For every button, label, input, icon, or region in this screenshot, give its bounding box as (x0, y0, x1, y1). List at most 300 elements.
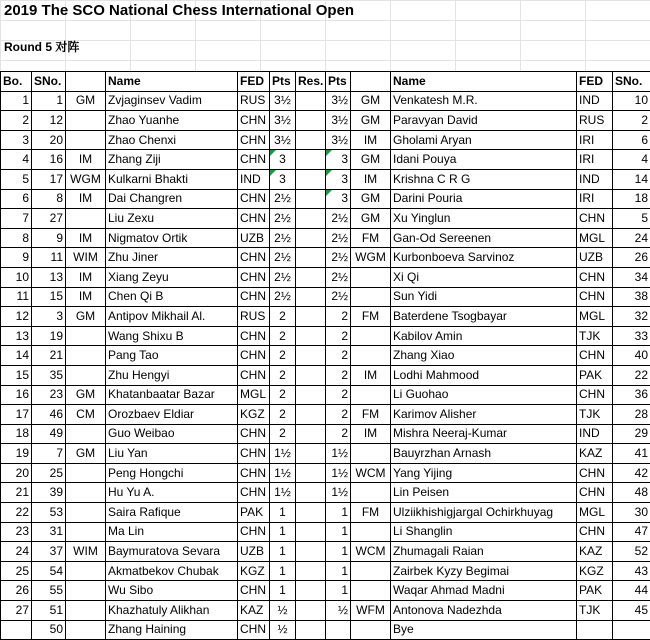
white-points-cell[interactable] (270, 209, 296, 229)
white-fed-cell[interactable] (238, 522, 270, 542)
black-fed-cell[interactable] (577, 620, 613, 640)
black-fed-cell[interactable] (577, 424, 613, 444)
black-fed-cell[interactable] (577, 601, 613, 621)
black-name-cell[interactable] (391, 307, 577, 327)
black-sno-cell[interactable] (613, 248, 650, 268)
result-cell[interactable] (296, 130, 326, 150)
black-sno-cell[interactable] (613, 601, 650, 621)
black-sno-cell[interactable] (613, 267, 650, 287)
black-name-cell[interactable] (391, 169, 577, 189)
board-number-cell[interactable] (1, 189, 32, 209)
white-sno-cell[interactable] (32, 483, 66, 503)
black-points-cell[interactable] (326, 111, 351, 131)
black-title-cell[interactable] (351, 601, 391, 621)
white-name-cell[interactable] (106, 267, 238, 287)
white-title-cell[interactable] (66, 287, 106, 307)
black-title-cell[interactable] (351, 463, 391, 483)
white-sno-cell[interactable] (32, 542, 66, 562)
white-points-cell[interactable] (270, 444, 296, 464)
black-points-cell[interactable] (326, 169, 351, 189)
white-sno-cell[interactable] (32, 365, 66, 385)
board-number-cell[interactable] (1, 444, 32, 464)
result-cell[interactable] (296, 483, 326, 503)
black-points-cell[interactable] (326, 542, 351, 562)
black-fed-cell[interactable] (577, 405, 613, 425)
black-points-cell[interactable] (326, 424, 351, 444)
white-fed-cell[interactable] (238, 267, 270, 287)
result-cell[interactable] (296, 307, 326, 327)
black-title-cell[interactable] (351, 444, 391, 464)
black-sno-cell[interactable] (613, 150, 650, 170)
result-cell[interactable] (296, 169, 326, 189)
white-title-cell[interactable] (66, 91, 106, 111)
black-name-cell[interactable] (391, 189, 577, 209)
black-sno-cell[interactable] (613, 620, 650, 640)
white-sno-cell[interactable] (32, 130, 66, 150)
white-fed-cell[interactable] (238, 444, 270, 464)
white-title-cell[interactable] (66, 267, 106, 287)
white-title-cell[interactable] (66, 326, 106, 346)
result-cell[interactable] (296, 189, 326, 209)
white-fed-cell[interactable] (238, 307, 270, 327)
white-fed-cell[interactable] (238, 228, 270, 248)
white-name-cell[interactable] (106, 91, 238, 111)
white-sno-cell[interactable] (32, 228, 66, 248)
black-sno-cell[interactable] (613, 346, 650, 366)
white-points-cell[interactable] (270, 91, 296, 111)
white-points-cell[interactable] (270, 307, 296, 327)
black-points-cell[interactable] (326, 248, 351, 268)
black-points-cell[interactable] (326, 620, 351, 640)
board-number-cell[interactable] (1, 267, 32, 287)
black-title-cell[interactable] (351, 503, 391, 523)
black-fed-cell[interactable] (577, 307, 613, 327)
white-name-cell[interactable] (106, 444, 238, 464)
black-name-cell[interactable] (391, 326, 577, 346)
black-fed-cell[interactable] (577, 385, 613, 405)
white-sno-cell[interactable] (32, 248, 66, 268)
black-title-cell[interactable] (351, 522, 391, 542)
black-title-cell[interactable] (351, 405, 391, 425)
white-points-cell[interactable] (270, 581, 296, 601)
black-title-cell[interactable] (351, 620, 391, 640)
black-title-cell[interactable] (351, 385, 391, 405)
white-title-cell[interactable] (66, 444, 106, 464)
black-name-cell[interactable] (391, 581, 577, 601)
white-fed-cell[interactable] (238, 189, 270, 209)
black-sno-cell[interactable] (613, 326, 650, 346)
white-points-cell[interactable] (270, 130, 296, 150)
black-sno-cell[interactable] (613, 189, 650, 209)
black-title-cell[interactable] (351, 267, 391, 287)
white-name-cell[interactable] (106, 346, 238, 366)
white-points-cell[interactable] (270, 150, 296, 170)
black-sno-cell[interactable] (613, 385, 650, 405)
white-title-cell[interactable] (66, 620, 106, 640)
white-sno-cell[interactable] (32, 150, 66, 170)
result-cell[interactable] (296, 150, 326, 170)
white-name-cell[interactable] (106, 503, 238, 523)
white-name-cell[interactable] (106, 111, 238, 131)
white-title-cell[interactable] (66, 503, 106, 523)
white-sno-cell[interactable] (32, 326, 66, 346)
white-fed-cell[interactable] (238, 130, 270, 150)
black-name-cell[interactable] (391, 346, 577, 366)
result-cell[interactable] (296, 111, 326, 131)
white-fed-cell[interactable] (238, 209, 270, 229)
white-fed-cell[interactable] (238, 287, 270, 307)
black-fed-cell[interactable] (577, 561, 613, 581)
white-points-cell[interactable] (270, 620, 296, 640)
black-sno-cell[interactable] (613, 483, 650, 503)
white-name-cell[interactable] (106, 601, 238, 621)
white-name-cell[interactable] (106, 228, 238, 248)
black-points-cell[interactable] (326, 130, 351, 150)
white-points-cell[interactable] (270, 424, 296, 444)
black-points-cell[interactable] (326, 287, 351, 307)
black-title-cell[interactable] (351, 561, 391, 581)
result-cell[interactable] (296, 620, 326, 640)
white-name-cell[interactable] (106, 483, 238, 503)
black-name-cell[interactable] (391, 228, 577, 248)
black-fed-cell[interactable] (577, 503, 613, 523)
black-name-cell[interactable] (391, 150, 577, 170)
black-points-cell[interactable] (326, 346, 351, 366)
black-fed-cell[interactable] (577, 228, 613, 248)
white-fed-cell[interactable] (238, 326, 270, 346)
white-title-cell[interactable] (66, 209, 106, 229)
white-fed-cell[interactable] (238, 169, 270, 189)
white-points-cell[interactable] (270, 385, 296, 405)
white-fed-cell[interactable] (238, 620, 270, 640)
white-fed-cell[interactable] (238, 405, 270, 425)
result-cell[interactable] (296, 228, 326, 248)
white-name-cell[interactable] (106, 326, 238, 346)
white-title-cell[interactable] (66, 169, 106, 189)
black-points-cell[interactable] (326, 365, 351, 385)
board-number-cell[interactable] (1, 130, 32, 150)
white-name-cell[interactable] (106, 581, 238, 601)
white-sno-cell[interactable] (32, 189, 66, 209)
black-sno-cell[interactable] (613, 228, 650, 248)
black-fed-cell[interactable] (577, 267, 613, 287)
white-title-cell[interactable] (66, 522, 106, 542)
white-sno-cell[interactable] (32, 209, 66, 229)
black-points-cell[interactable] (326, 483, 351, 503)
white-points-cell[interactable] (270, 189, 296, 209)
white-sno-cell[interactable] (32, 424, 66, 444)
black-title-cell[interactable] (351, 189, 391, 209)
white-name-cell[interactable] (106, 561, 238, 581)
white-points-cell[interactable] (270, 405, 296, 425)
black-sno-cell[interactable] (613, 209, 650, 229)
board-number-cell[interactable] (1, 326, 32, 346)
result-cell[interactable] (296, 91, 326, 111)
white-sno-cell[interactable] (32, 346, 66, 366)
black-points-cell[interactable] (326, 209, 351, 229)
board-number-cell[interactable] (1, 228, 32, 248)
white-sno-cell[interactable] (32, 463, 66, 483)
white-sno-cell[interactable] (32, 307, 66, 327)
white-sno-cell[interactable] (32, 620, 66, 640)
black-name-cell[interactable] (391, 287, 577, 307)
white-fed-cell[interactable] (238, 561, 270, 581)
black-fed-cell[interactable] (577, 130, 613, 150)
white-fed-cell[interactable] (238, 385, 270, 405)
white-points-cell[interactable] (270, 346, 296, 366)
black-points-cell[interactable] (326, 385, 351, 405)
result-cell[interactable] (296, 444, 326, 464)
board-number-cell[interactable] (1, 365, 32, 385)
black-name-cell[interactable] (391, 620, 577, 640)
white-points-cell[interactable] (270, 561, 296, 581)
white-title-cell[interactable] (66, 365, 106, 385)
white-points-cell[interactable] (270, 111, 296, 131)
result-cell[interactable] (296, 209, 326, 229)
black-name-cell[interactable] (391, 601, 577, 621)
white-fed-cell[interactable] (238, 542, 270, 562)
white-fed-cell[interactable] (238, 91, 270, 111)
black-name-cell[interactable] (391, 385, 577, 405)
black-fed-cell[interactable] (577, 346, 613, 366)
white-title-cell[interactable] (66, 542, 106, 562)
result-cell[interactable] (296, 287, 326, 307)
black-fed-cell[interactable] (577, 444, 613, 464)
white-name-cell[interactable] (106, 169, 238, 189)
black-name-cell[interactable] (391, 130, 577, 150)
black-points-cell[interactable] (326, 601, 351, 621)
white-points-cell[interactable] (270, 463, 296, 483)
white-fed-cell[interactable] (238, 150, 270, 170)
result-cell[interactable] (296, 542, 326, 562)
white-sno-cell[interactable] (32, 91, 66, 111)
black-name-cell[interactable] (391, 267, 577, 287)
board-number-cell[interactable] (1, 385, 32, 405)
white-name-cell[interactable] (106, 522, 238, 542)
black-fed-cell[interactable] (577, 581, 613, 601)
white-points-cell[interactable] (270, 483, 296, 503)
white-title-cell[interactable] (66, 463, 106, 483)
black-fed-cell[interactable] (577, 209, 613, 229)
white-sno-cell[interactable] (32, 601, 66, 621)
white-sno-cell[interactable] (32, 561, 66, 581)
white-sno-cell[interactable] (32, 385, 66, 405)
result-cell[interactable] (296, 601, 326, 621)
black-name-cell[interactable] (391, 542, 577, 562)
black-name-cell[interactable] (391, 248, 577, 268)
result-cell[interactable] (296, 503, 326, 523)
black-fed-cell[interactable] (577, 365, 613, 385)
black-fed-cell[interactable] (577, 326, 613, 346)
board-number-cell[interactable] (1, 542, 32, 562)
board-number-cell[interactable] (1, 346, 32, 366)
white-name-cell[interactable] (106, 130, 238, 150)
white-fed-cell[interactable] (238, 483, 270, 503)
white-points-cell[interactable] (270, 326, 296, 346)
black-fed-cell[interactable] (577, 189, 613, 209)
white-title-cell[interactable] (66, 150, 106, 170)
white-title-cell[interactable] (66, 483, 106, 503)
black-name-cell[interactable] (391, 463, 577, 483)
black-title-cell[interactable] (351, 228, 391, 248)
black-sno-cell[interactable] (613, 561, 650, 581)
black-sno-cell[interactable] (613, 405, 650, 425)
black-sno-cell[interactable] (613, 111, 650, 131)
black-title-cell[interactable] (351, 248, 391, 268)
white-name-cell[interactable] (106, 405, 238, 425)
white-title-cell[interactable] (66, 424, 106, 444)
black-name-cell[interactable] (391, 91, 577, 111)
black-points-cell[interactable] (326, 405, 351, 425)
black-fed-cell[interactable] (577, 542, 613, 562)
white-fed-cell[interactable] (238, 601, 270, 621)
board-number-cell[interactable] (1, 111, 32, 131)
board-number-cell[interactable] (1, 287, 32, 307)
white-title-cell[interactable] (66, 346, 106, 366)
black-title-cell[interactable] (351, 346, 391, 366)
black-sno-cell[interactable] (613, 542, 650, 562)
black-title-cell[interactable] (351, 581, 391, 601)
black-fed-cell[interactable] (577, 483, 613, 503)
black-title-cell[interactable] (351, 287, 391, 307)
white-points-cell[interactable] (270, 287, 296, 307)
black-points-cell[interactable] (326, 561, 351, 581)
black-name-cell[interactable] (391, 405, 577, 425)
white-name-cell[interactable] (106, 307, 238, 327)
black-fed-cell[interactable] (577, 522, 613, 542)
black-points-cell[interactable] (326, 463, 351, 483)
result-cell[interactable] (296, 424, 326, 444)
result-cell[interactable] (296, 248, 326, 268)
board-number-cell[interactable] (1, 463, 32, 483)
white-title-cell[interactable] (66, 189, 106, 209)
black-name-cell[interactable] (391, 561, 577, 581)
white-sno-cell[interactable] (32, 287, 66, 307)
white-sno-cell[interactable] (32, 111, 66, 131)
black-points-cell[interactable] (326, 150, 351, 170)
white-name-cell[interactable] (106, 424, 238, 444)
white-fed-cell[interactable] (238, 463, 270, 483)
black-sno-cell[interactable] (613, 581, 650, 601)
white-title-cell[interactable] (66, 111, 106, 131)
white-title-cell[interactable] (66, 248, 106, 268)
white-title-cell[interactable] (66, 228, 106, 248)
board-number-cell[interactable] (1, 405, 32, 425)
black-sno-cell[interactable] (613, 522, 650, 542)
white-name-cell[interactable] (106, 209, 238, 229)
white-sno-cell[interactable] (32, 503, 66, 523)
black-points-cell[interactable] (326, 91, 351, 111)
result-cell[interactable] (296, 365, 326, 385)
white-sno-cell[interactable] (32, 267, 66, 287)
black-title-cell[interactable] (351, 326, 391, 346)
black-title-cell[interactable] (351, 209, 391, 229)
white-points-cell[interactable] (270, 228, 296, 248)
white-title-cell[interactable] (66, 405, 106, 425)
white-title-cell[interactable] (66, 561, 106, 581)
black-fed-cell[interactable] (577, 91, 613, 111)
black-fed-cell[interactable] (577, 463, 613, 483)
result-cell[interactable] (296, 326, 326, 346)
white-fed-cell[interactable] (238, 424, 270, 444)
white-fed-cell[interactable] (238, 346, 270, 366)
white-points-cell[interactable] (270, 267, 296, 287)
white-sno-cell[interactable] (32, 522, 66, 542)
white-name-cell[interactable] (106, 189, 238, 209)
white-name-cell[interactable] (106, 287, 238, 307)
black-title-cell[interactable] (351, 542, 391, 562)
board-number-cell[interactable] (1, 601, 32, 621)
black-points-cell[interactable] (326, 522, 351, 542)
result-cell[interactable] (296, 405, 326, 425)
black-name-cell[interactable] (391, 365, 577, 385)
white-sno-cell[interactable] (32, 444, 66, 464)
black-fed-cell[interactable] (577, 111, 613, 131)
black-points-cell[interactable] (326, 189, 351, 209)
black-title-cell[interactable] (351, 424, 391, 444)
black-points-cell[interactable] (326, 326, 351, 346)
white-name-cell[interactable] (106, 620, 238, 640)
board-number-cell[interactable] (1, 561, 32, 581)
white-name-cell[interactable] (106, 150, 238, 170)
result-cell[interactable] (296, 522, 326, 542)
black-name-cell[interactable] (391, 424, 577, 444)
white-points-cell[interactable] (270, 601, 296, 621)
white-title-cell[interactable] (66, 385, 106, 405)
board-number-cell[interactable] (1, 581, 32, 601)
white-fed-cell[interactable] (238, 248, 270, 268)
board-number-cell[interactable] (1, 483, 32, 503)
board-number-cell[interactable] (1, 209, 32, 229)
white-points-cell[interactable] (270, 169, 296, 189)
board-number-cell[interactable] (1, 169, 32, 189)
white-sno-cell[interactable] (32, 405, 66, 425)
black-points-cell[interactable] (326, 503, 351, 523)
board-number-cell[interactable] (1, 91, 32, 111)
white-title-cell[interactable] (66, 581, 106, 601)
black-title-cell[interactable] (351, 150, 391, 170)
black-name-cell[interactable] (391, 503, 577, 523)
black-title-cell[interactable] (351, 483, 391, 503)
board-number-cell[interactable] (1, 424, 32, 444)
black-name-cell[interactable] (391, 444, 577, 464)
white-title-cell[interactable] (66, 130, 106, 150)
black-title-cell[interactable] (351, 169, 391, 189)
black-fed-cell[interactable] (577, 287, 613, 307)
black-sno-cell[interactable] (613, 287, 650, 307)
white-title-cell[interactable] (66, 601, 106, 621)
black-sno-cell[interactable] (613, 169, 650, 189)
white-name-cell[interactable] (106, 385, 238, 405)
result-cell[interactable] (296, 346, 326, 366)
white-points-cell[interactable] (270, 542, 296, 562)
black-title-cell[interactable] (351, 91, 391, 111)
black-points-cell[interactable] (326, 444, 351, 464)
white-name-cell[interactable] (106, 248, 238, 268)
black-title-cell[interactable] (351, 130, 391, 150)
result-cell[interactable] (296, 385, 326, 405)
black-name-cell[interactable] (391, 209, 577, 229)
black-title-cell[interactable] (351, 111, 391, 131)
board-number-cell[interactable] (1, 248, 32, 268)
black-sno-cell[interactable] (613, 91, 650, 111)
white-fed-cell[interactable] (238, 111, 270, 131)
black-fed-cell[interactable] (577, 248, 613, 268)
board-number-cell[interactable] (1, 150, 32, 170)
white-points-cell[interactable] (270, 503, 296, 523)
black-points-cell[interactable] (326, 581, 351, 601)
black-name-cell[interactable] (391, 483, 577, 503)
